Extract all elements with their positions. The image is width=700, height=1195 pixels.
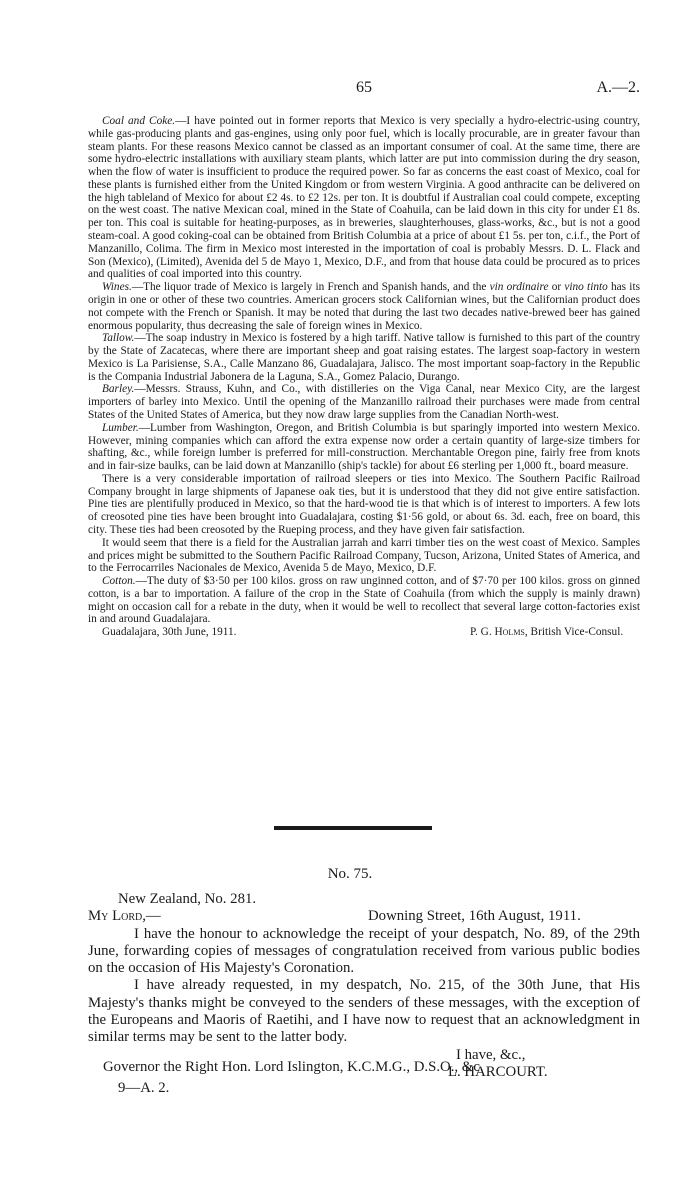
report-signature-row bbox=[88, 626, 640, 639]
paragraph-barley: Barley.—Messrs. Strauss, Kuhn, and Co., with distilleries on the Viga Canal, near Mexico City, are the largest importers of barley into Mexico. Until the opening of the Manzanillo railroad their purchases were made from central States of the United States of America, but they now draw large supplies from the Canadian North-west. bbox=[88, 383, 640, 421]
letter bbox=[88, 891, 640, 1081]
document-reference: A.—2. bbox=[596, 79, 640, 96]
paragraph-cotton: Cotton.—The duty of $3·50 per 100 kilos. gross on raw unginned cotton, and of $7·70 per 100 kilos. gross on ginned cotton, is a bar to importation. A failure of the crop in the State of Coahuila (from which the supply is mainly drawn) might on occasion call for a rebate in the duty, when it would be well to recollect that several large cotton-factories exist in and around Guadalajara. bbox=[88, 575, 640, 626]
page-header bbox=[88, 79, 640, 101]
heading-wines: Wines. bbox=[102, 281, 132, 294]
paragraph-sleepers: There is a very considerable importation of railroad sleepers or ties into Mexico. The Southern Pacific Railroad Company brought in large shipments of Japanese oak ties, but it is understood that they did not give entire satisfaction. Pine ties are plentifully produced in Mexico, so that the hard-wood tie is that which is of interest to importers. A few lots of creosoted pine ties have been brought into Guadalajara, costing $1·56 gold, or about 6s. 3d. each, free on board, this city. These ties had been creosoted by the Rueping process, and they have given fair satisfaction. bbox=[88, 472, 640, 536]
heading-barley: Barley. bbox=[102, 383, 135, 396]
section-divider bbox=[274, 826, 432, 830]
sheet-reference: 9—A. 2. bbox=[118, 1080, 170, 1096]
letter-number: No. 75. bbox=[327, 866, 373, 882]
heading-lumber: Lumber. bbox=[102, 421, 139, 434]
heading-tallow: Tallow. bbox=[102, 332, 135, 345]
page-number: 65 bbox=[356, 79, 372, 96]
letter-paragraph-1: I have the honour to acknowledge the receipt of your despatch, No. 89, of the 29th June, forwarding copies of messages of congratulation received from various public bodies on the occasion of His Majesty's Coronation. bbox=[88, 925, 640, 977]
report-signatory: P. G. Holms, British Vice-Consul. bbox=[470, 626, 624, 639]
letter-addressee: Governor the Right Hon. Lord Islington, K.C.M.G., D.S.O., &c. bbox=[103, 1059, 484, 1075]
letter-paragraph-2: I have already requested, in my despatch, No. 215, of the 30th June, that His Majesty's thanks might be conveyed to the senders of these messages, with the exception of the Europeans and Maoris of Raetihi, and I have now to request that an acknowledgment in similar terms may be sent to the latter body. bbox=[88, 977, 640, 1046]
report-place-date: Guadalajara, 30th June, 1911. bbox=[102, 626, 237, 639]
salutation: My Lord,— bbox=[88, 908, 161, 925]
salutation-row bbox=[88, 908, 640, 925]
letter-closing: I have, &c., bbox=[456, 1046, 526, 1063]
consular-report bbox=[88, 115, 640, 639]
paragraph-tallow: Tallow.—The soap industry in Mexico is fostered by a high tariff. Native tallow is furnished to this part of the country by the State of Zacatecas, where there are important sheep and goat raising estates. The largest soap-factory in western Mexico is La Parisiense, S.A., Calle Manzano 86, Guadalajara, Jalisco. The most important soap-factory in the Republic is the Compania Industrial Jabonera de la Laguna, S.A., Gomez Palacio, Durango. bbox=[88, 332, 640, 383]
heading-cotton: Cotton. bbox=[102, 575, 136, 588]
paragraph-wines: Wines.—The liquor trade of Mexico is largely in French and Spanish hands, and the vin ordinaire or vino tinto has its origin in one or other of these two countries. American grocers stock Californian wines, but the Californian product does not compete with the French or Spanish. It may be noted that during the last two decades native-brewed beer has gained enormous popularity, thus decreasing the sale of foreign wines in Mexico. bbox=[88, 281, 640, 332]
address-date: Downing Street, 16th August, 1911. bbox=[368, 908, 581, 925]
letter-signature: L. HARCOURT. bbox=[448, 1063, 548, 1080]
paragraph-jarrah: It would seem that there is a field for the Australian jarrah and karri timber ties on the west coast of Mexico. Samples and prices might be submitted to the Southern Pacific Railroad Company, Tucson, Arizona, United States of America, and to the Ferrocarriles Nacionales de Mexico, Avenida 5 de Mayo, Mexico, D.F. bbox=[88, 536, 640, 575]
paragraph-coal: Coal and Coke.—I have pointed out in former reports that Mexico is very specially a hydro-electric-using country, while gas-producing plants and gas-engines, using only poor fuel, which is locally procurable, are in greater favour than steam plants. For these reasons Mexico cannot be classed as an important consumer of coal. At the same time, there are some hydro-electric installations with auxiliary steam plants, which latter are put into commission during the dry season, when the flow of water is insufficient to produce the required power. So far as concerns the east coast of Mexico, coal for these plants is furnished either from the United Kingdom or from western Virginia. A good anthracite can be delivered on the high tableland of Mexico for about £2 4s. to £2 12s. per ton. It is doubtful if Australian coal could compete, excepting on the west coast. The native Mexican coal, mined in the State of Coahuila, can be laid down in this city for under £1 8s. per ton. This coal is suitable for heating-purposes, as in breweries, slaughterhouses, glass-works, &c., but is not a good steam-coal. A good coking-coal can be obtained from British Columbia at a price of about £1 5s. per ton, c.i.f., the Port of Manzanillo, Colima. The firm in Mexico most interested in the importation of coal is probably Messrs. D. L. Flack and Son (Mexico), (Limited), Avenida del 5 de Mayo 1, Mexico, D.F., and from that house data could be procured as to prices and qualities of coal imported into this country. bbox=[88, 115, 640, 281]
paragraph-lumber: Lumber.—Lumber from Washington, Oregon, and British Columbia is but sparingly imported into western Mexico. However, mining companies which can afford the extra expense now order a certain quantity of large-size timbers for shafting, &c., while foreign lumber is preferred for mill-construction. Merchantable Oregon pine, fairly free from knots and in fair-size baulks, can be laid down at Manzanillo (ship's tackle) for about £6 sterling per 1,000 ft., board measure. bbox=[88, 421, 640, 473]
heading-coal: Coal and Coke. bbox=[102, 115, 176, 127]
colony-reference: New Zealand, No. 281. bbox=[118, 891, 257, 907]
